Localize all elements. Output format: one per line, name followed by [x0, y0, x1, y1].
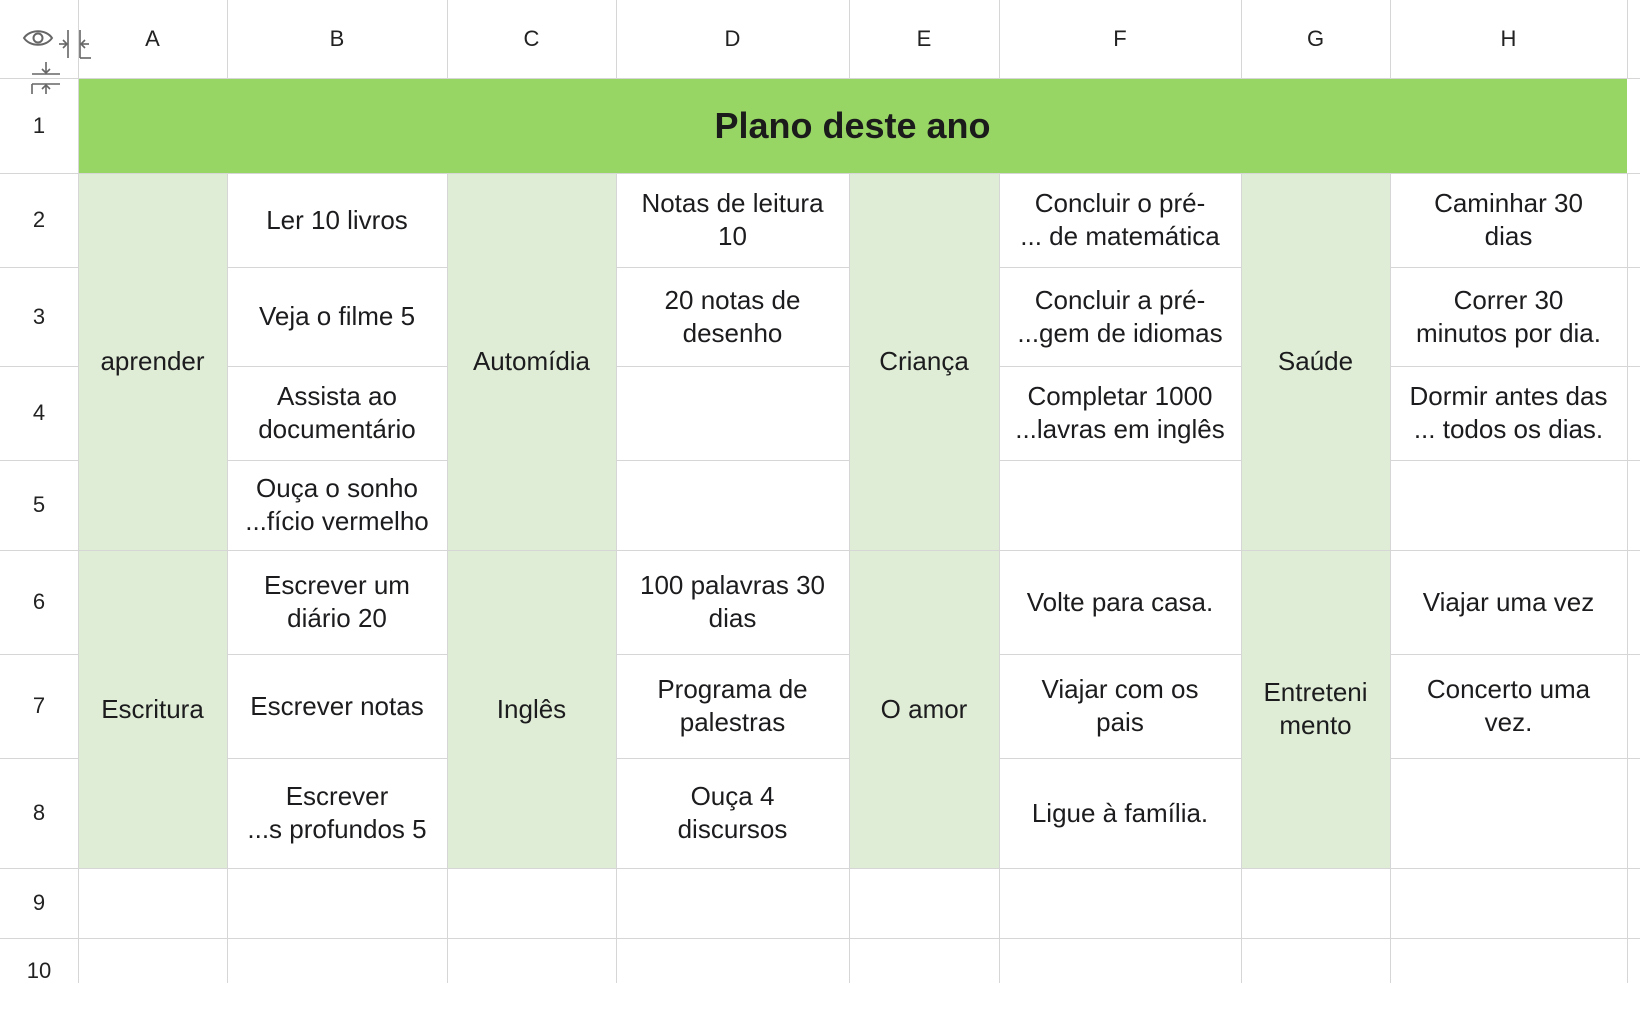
row-header-4[interactable]: 4	[32, 400, 46, 425]
grid-line	[1390, 366, 1640, 367]
grid-line	[1627, 0, 1628, 78]
grid-line	[999, 366, 1241, 367]
cell-h8[interactable]	[1390, 758, 1627, 868]
cell-d5[interactable]	[616, 460, 849, 550]
cell-h6[interactable]: Viajar uma vez	[1422, 586, 1595, 617]
grid-line	[849, 0, 850, 78]
grid-line	[849, 173, 850, 983]
row-header-6[interactable]: 6	[32, 589, 46, 614]
category-cell-e-top[interactable]: Criança	[849, 173, 999, 550]
grid-line	[999, 758, 1241, 759]
grid-line	[227, 460, 447, 461]
cell-b8[interactable]: Escrever ...s profundos 5	[247, 781, 427, 844]
category-cell-a-top[interactable]: aprender	[78, 173, 227, 550]
row-header-1[interactable]: 1	[32, 112, 46, 138]
cell-d2[interactable]: Notas de leitura 10	[641, 188, 824, 251]
grid-line	[1241, 173, 1242, 983]
grid-line	[616, 654, 849, 655]
grid-line	[227, 366, 447, 367]
cell-h5[interactable]	[1390, 460, 1627, 550]
cell-d3[interactable]: 20 notas de desenho	[664, 284, 801, 348]
grid-line	[447, 0, 448, 78]
row-header-8[interactable]: 8	[32, 800, 46, 825]
grid-line	[0, 550, 1640, 551]
cell-h7[interactable]: Concerto uma vez.	[1426, 674, 1591, 737]
column-header-d[interactable]: D	[724, 26, 741, 51]
cell-b2[interactable]: Ler 10 livros	[266, 204, 408, 235]
cell-h3[interactable]: Correr 30 minutos por dia.	[1416, 284, 1601, 348]
grid-line	[0, 460, 78, 461]
grid-line	[227, 654, 447, 655]
grid-line	[999, 654, 1241, 655]
eye-icon[interactable]	[22, 26, 54, 50]
cell-f8[interactable]: Ligue à família.	[1031, 797, 1209, 828]
grid-line	[616, 0, 617, 78]
column-header-c[interactable]: C	[523, 26, 540, 51]
grid-line	[1390, 173, 1391, 983]
grid-line	[616, 173, 617, 983]
grid-line	[0, 267, 78, 268]
grid-line	[999, 460, 1241, 461]
grid-line	[1390, 758, 1640, 759]
cell-f3[interactable]: Concluir a pré- ...gem de idiomas	[1017, 284, 1223, 348]
grid-line	[616, 366, 849, 367]
grid-line	[1390, 654, 1640, 655]
grid-line	[1390, 460, 1640, 461]
cell-b6[interactable]: Escrever um diário 20	[264, 570, 410, 633]
cell-f4[interactable]: Completar 1000 ...lavras em inglês	[1015, 381, 1225, 444]
cell-d8[interactable]: Ouça 4 discursos	[677, 781, 788, 844]
grid-line	[1390, 267, 1640, 268]
grid-line	[0, 366, 78, 367]
column-header-f[interactable]: F	[1113, 26, 1127, 51]
category-cell-a-bottom[interactable]: Escritura	[78, 550, 227, 868]
row-header-5[interactable]: 5	[32, 492, 46, 517]
grid-line	[616, 267, 849, 268]
category-cell-c-bottom[interactable]: Inglês	[447, 550, 616, 868]
grid-line	[1627, 173, 1628, 983]
column-header-h[interactable]: H	[1500, 26, 1517, 51]
grid-line	[447, 173, 448, 983]
category-cell-g-bottom[interactable]: Entreteni mento	[1241, 550, 1390, 868]
cell-b5[interactable]: Ouça o sonho ...fício vermelho	[245, 473, 429, 536]
grid-line	[0, 654, 78, 655]
column-header-b[interactable]: B	[329, 26, 345, 51]
grid-line	[227, 0, 228, 78]
title-cell[interactable]: Plano deste ano	[78, 78, 1627, 173]
row-header-10[interactable]: 10	[26, 958, 52, 983]
row-header-2[interactable]: 2	[32, 207, 46, 232]
category-cell-g-top[interactable]: Saúde	[1241, 173, 1390, 550]
cell-b7[interactable]: Escrever notas	[250, 690, 424, 721]
grid-line	[0, 938, 1640, 939]
grid-line	[0, 868, 1640, 869]
cell-d7[interactable]: Programa de palestras	[657, 674, 808, 737]
grid-line	[999, 0, 1000, 78]
cell-d6[interactable]: 100 palavras 30 dias	[639, 570, 826, 633]
cell-h4[interactable]: Dormir antes das ... todos os dias.	[1409, 381, 1608, 444]
cell-f2[interactable]: Concluir o pré- ... de matemática	[1020, 188, 1220, 251]
cell-d4[interactable]	[616, 366, 849, 460]
row-header-3[interactable]: 3	[32, 303, 46, 329]
cell-h2[interactable]: Caminhar 30 dias	[1434, 188, 1583, 251]
grid-line	[616, 758, 849, 759]
grid-line	[616, 460, 849, 461]
grid-line	[78, 0, 79, 983]
column-header-g[interactable]: G	[1306, 26, 1325, 51]
grid-line	[1241, 0, 1242, 78]
row-header-9[interactable]: 9	[32, 890, 46, 915]
cell-b3[interactable]: Veja o filme 5	[258, 301, 416, 331]
category-cell-e-bottom[interactable]: O amor	[849, 550, 999, 868]
grid-line	[999, 267, 1241, 268]
grid-line	[0, 758, 78, 759]
cell-f7[interactable]: Viajar com os pais	[1041, 674, 1199, 737]
column-header-a[interactable]: A	[145, 26, 160, 51]
grid-line	[227, 758, 447, 759]
cell-f5[interactable]	[999, 460, 1241, 550]
grid-line	[1390, 0, 1391, 78]
cell-f6[interactable]: Volte para casa.	[1026, 586, 1214, 617]
grid-line	[227, 173, 228, 983]
grid-line	[0, 78, 1640, 79]
column-header-e[interactable]: E	[916, 26, 932, 51]
row-header-7[interactable]: 7	[32, 693, 46, 718]
grid-line	[0, 173, 1640, 174]
cell-b4[interactable]: Assista ao documentário	[258, 381, 416, 444]
grid-line	[999, 173, 1000, 983]
category-cell-c-top[interactable]: Automídia	[447, 173, 616, 550]
grid-line	[227, 267, 447, 268]
